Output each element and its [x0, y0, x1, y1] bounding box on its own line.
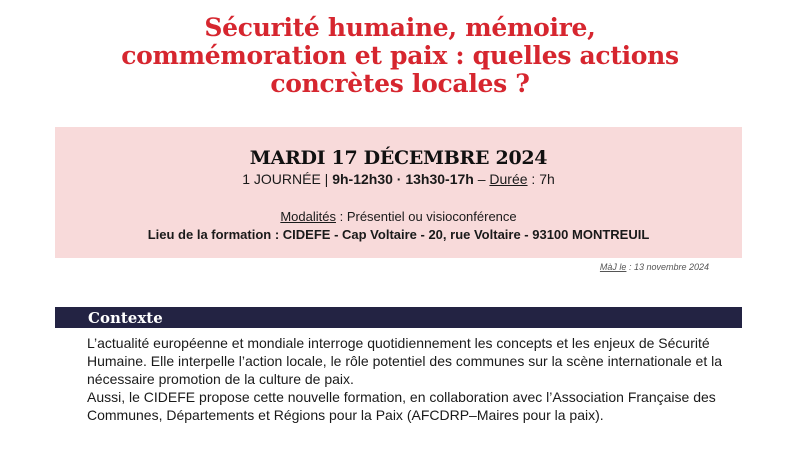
update-value: : 13 novembre 2024 [626, 262, 709, 272]
event-schedule [55, 171, 742, 187]
event-date: MARDI 17 DÉCEMBRE 2024 [249, 147, 548, 169]
event-hours: 9h-12h30 · 13h30-17h [332, 171, 474, 187]
paragraph: L’actualité européenne et mondiale interroge quotidiennement les concepts et les enjeux de Sécurité Humaine. Elle interpelle l’action locale, le rôle potentiel des communes sur la scène internationale et la nécessaire promotion de la culture de paix. [87, 335, 723, 387]
title-line: commémoration et paix : quelles actions [121, 41, 679, 70]
section-header-contexte [55, 307, 742, 328]
duree-label: Durée [489, 171, 528, 187]
separator: – [477, 171, 486, 187]
title-line: Sécurité humaine, mémoire, [204, 13, 596, 42]
paragraph: Aussi, le CIDEFE propose cette nouvelle formation, en collaboration avec l’Association Française des Communes, Départements et Régions pour la Paix (AFCDRP–Maires pour la paix). [87, 389, 716, 423]
duree-value: : 7h [527, 171, 555, 187]
duration-label: 1 JOURNÉE | [242, 171, 329, 187]
section-body [87, 334, 727, 424]
event-info-box [55, 127, 742, 258]
page-title [0, 14, 800, 98]
update-label: MàJ le [599, 262, 627, 272]
event-location: Lieu de la formation : CIDEFE - Cap Voltaire - 20, rue Voltaire - 93100 MONTREUIL [147, 227, 650, 242]
update-date [600, 262, 709, 272]
modalites-value: : Présentiel ou visioconférence [335, 209, 517, 224]
section-heading: Contexte [88, 309, 163, 327]
event-modalites [55, 209, 742, 224]
title-line: concrètes locales ? [270, 69, 530, 98]
modalites-label: Modalités [280, 209, 336, 224]
